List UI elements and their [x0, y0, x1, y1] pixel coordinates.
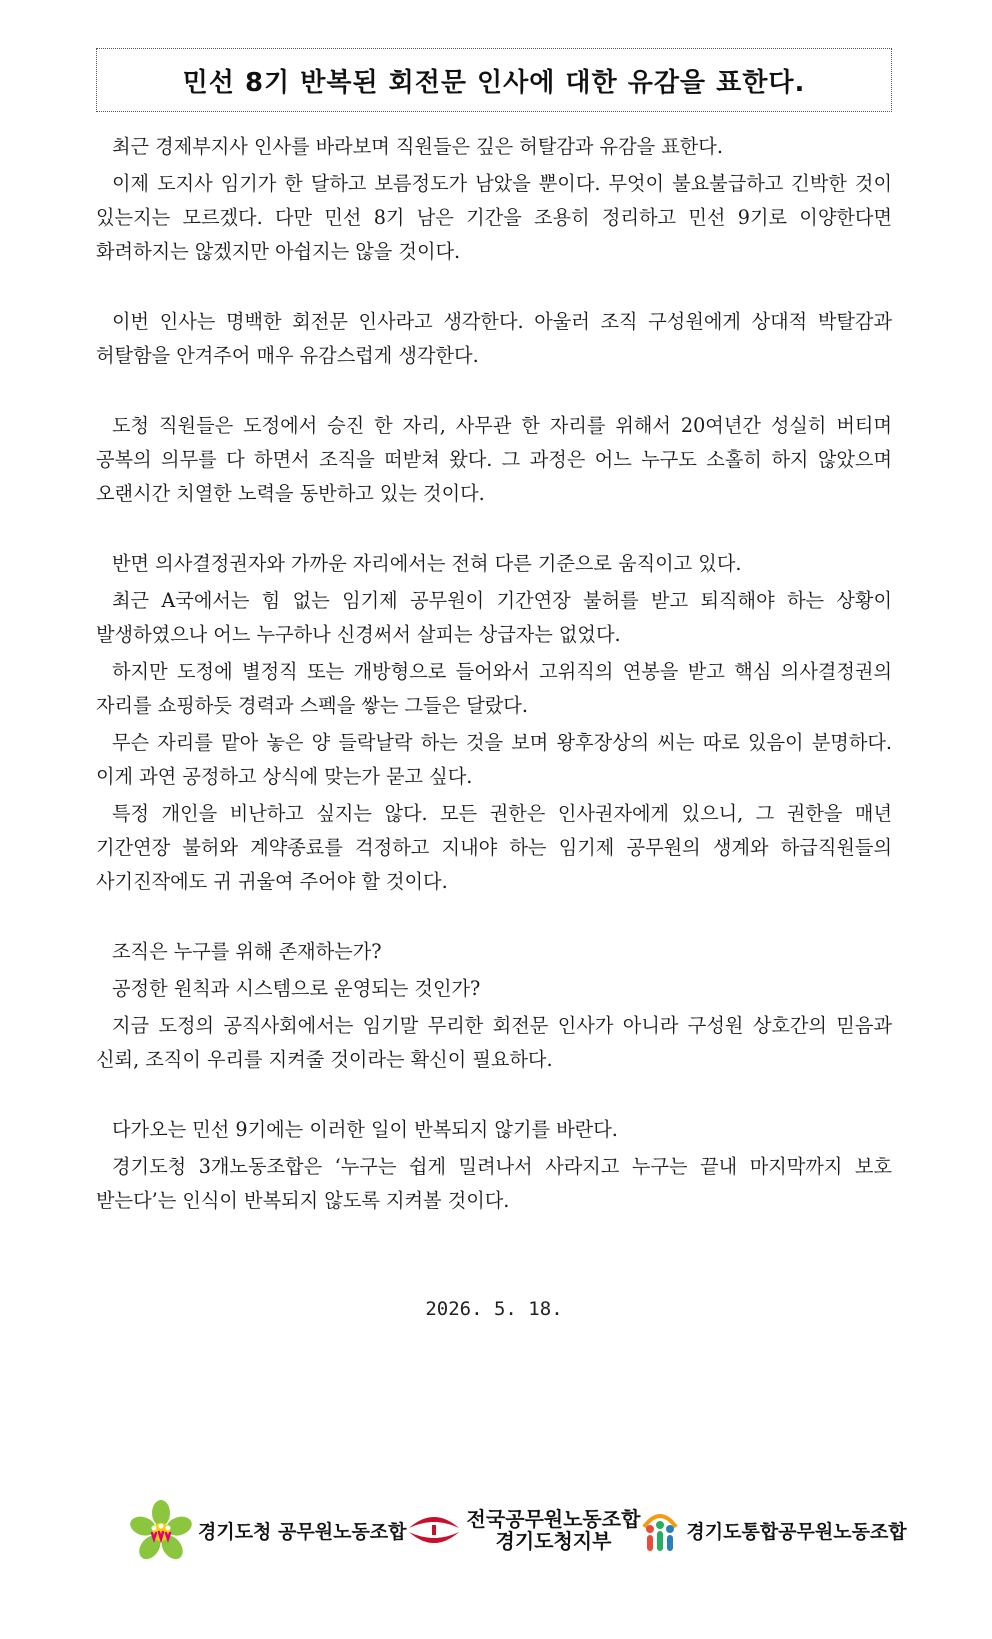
paragraph: 조직은 누구를 위해 존재하는가? — [112, 940, 382, 963]
union3-name: 경기도통합공무원노동조합 — [686, 1520, 907, 1543]
paragraph: 무슨 자리를 맡아 놓은 양 들락날락 하는 것을 보며 왕후장상의 씨는 따로 있음이 분명하다. 이게 과연 공정하고 상식에 맞는가 묻고 싶다. — [96, 731, 892, 788]
issue-date: 2026. 5. 18. — [425, 1298, 563, 1320]
paragraph-gap — [96, 899, 892, 935]
union1-logo — [130, 1499, 407, 1561]
union1-name: 경기도청 공무원노동조합 — [198, 1520, 407, 1543]
union2-logo — [407, 1508, 641, 1552]
paragraph: 이번 인사는 명백한 회전문 인사라고 생각한다. 아울러 조직 구성원에게 상대적 박탈감과 허탈함을 안겨주어 매우 유감스럽게 생각한다. — [96, 310, 892, 367]
paragraph: 이제 도지사 임기가 한 달하고 보름정도가 남았을 뿐이다. 무엇이 불요불급하고 긴박한 것이 있는지는 모르겠다. 다만 민선 8기 남은 기간을 조용히 정리하고 민선 9기로 이양한다면 화려하지는 않겠지만 아쉽지는 않을 것이다. — [96, 172, 892, 263]
union2-name-line2: 경기도청지부 — [495, 1529, 612, 1553]
paragraph: 지금 도정의 공직사회에서는 임기말 무리한 회전문 인사가 아니라 구성원 상호간의 믿음과 신뢰, 조직이 우리를 지켜줄 것이라는 확신이 필요하다. — [96, 1014, 892, 1071]
paragraph-gap — [96, 269, 892, 305]
rainbow-people-icon — [640, 1507, 680, 1553]
union3-logo — [640, 1507, 906, 1553]
paragraph-gap — [96, 373, 892, 409]
title-box — [96, 48, 892, 112]
paragraph: 공정한 원칙과 시스템으로 운영되는 것인가? — [112, 977, 481, 1000]
paragraph: 하지만 도정에 별정직 또는 개방형으로 들어와서 고위직의 연봉을 받고 핵심 의사결정권의 자리를 쇼핑하듯 경력과 스펙을 쌓는 그들은 달랐다. — [96, 660, 892, 717]
paragraph: 최근 경제부지사 인사를 바라보며 직원들은 깊은 허탈감과 유감을 표한다. — [112, 135, 723, 158]
red-swoosh-icon — [407, 1510, 461, 1550]
page-title: 민선 8기 반복된 회전문 인사에 대한 유감을 표한다. — [182, 67, 806, 98]
union2-name — [467, 1508, 641, 1552]
paragraph: 반면 의사결정권자와 가까운 자리에서는 전혀 다른 기준으로 움직이고 있다. — [112, 552, 742, 575]
statement-body — [96, 130, 892, 1218]
union-logos — [130, 1496, 907, 1564]
flower-people-icon — [130, 1499, 192, 1561]
paragraph: 최근 A국에서는 힘 없는 임기제 공무원이 기간연장 불허를 받고 퇴직해야 하는 상황이 발생하였으나 어느 누구하나 신경써서 살피는 상급자는 없었다. — [96, 589, 892, 646]
paragraph: 다가오는 민선 9기에는 이러한 일이 반복되지 않기를 바란다. — [112, 1118, 618, 1141]
paragraph-gap — [96, 511, 892, 547]
paragraph-gap — [96, 1077, 892, 1113]
union2-name-line1: 전국공무원노동조합 — [466, 1507, 641, 1531]
paragraph: 도청 직원들은 도정에서 승진 한 자리, 사무관 한 자리를 위해서 20여년간 성실히 버티며 공복의 의무를 다 하면서 조직을 떠받쳐 왔다. 그 과정은 어느 누구도 소홀히 하지 않았으며 오랜시간 치열한 노력을 동반하고 있는 것이다. — [96, 414, 892, 505]
paragraph: 경기도청 3개노동조합은 ‘누구는 쉽게 밀려나서 사라지고 누구는 끝내 마지막까지 보호 받는다’는 인식이 반복되지 않도록 지켜볼 것이다. — [96, 1155, 892, 1212]
paragraph: 특정 개인을 비난하고 싶지는 않다. 모든 권한은 인사권자에게 있으니, 그 권한을 매년 기간연장 불허와 계약종료를 걱정하고 지내야 하는 임기제 공무원의 생계와 하급직원들의 사기진작에도 귀 귀울여 주어야 할 것이다. — [96, 802, 892, 893]
